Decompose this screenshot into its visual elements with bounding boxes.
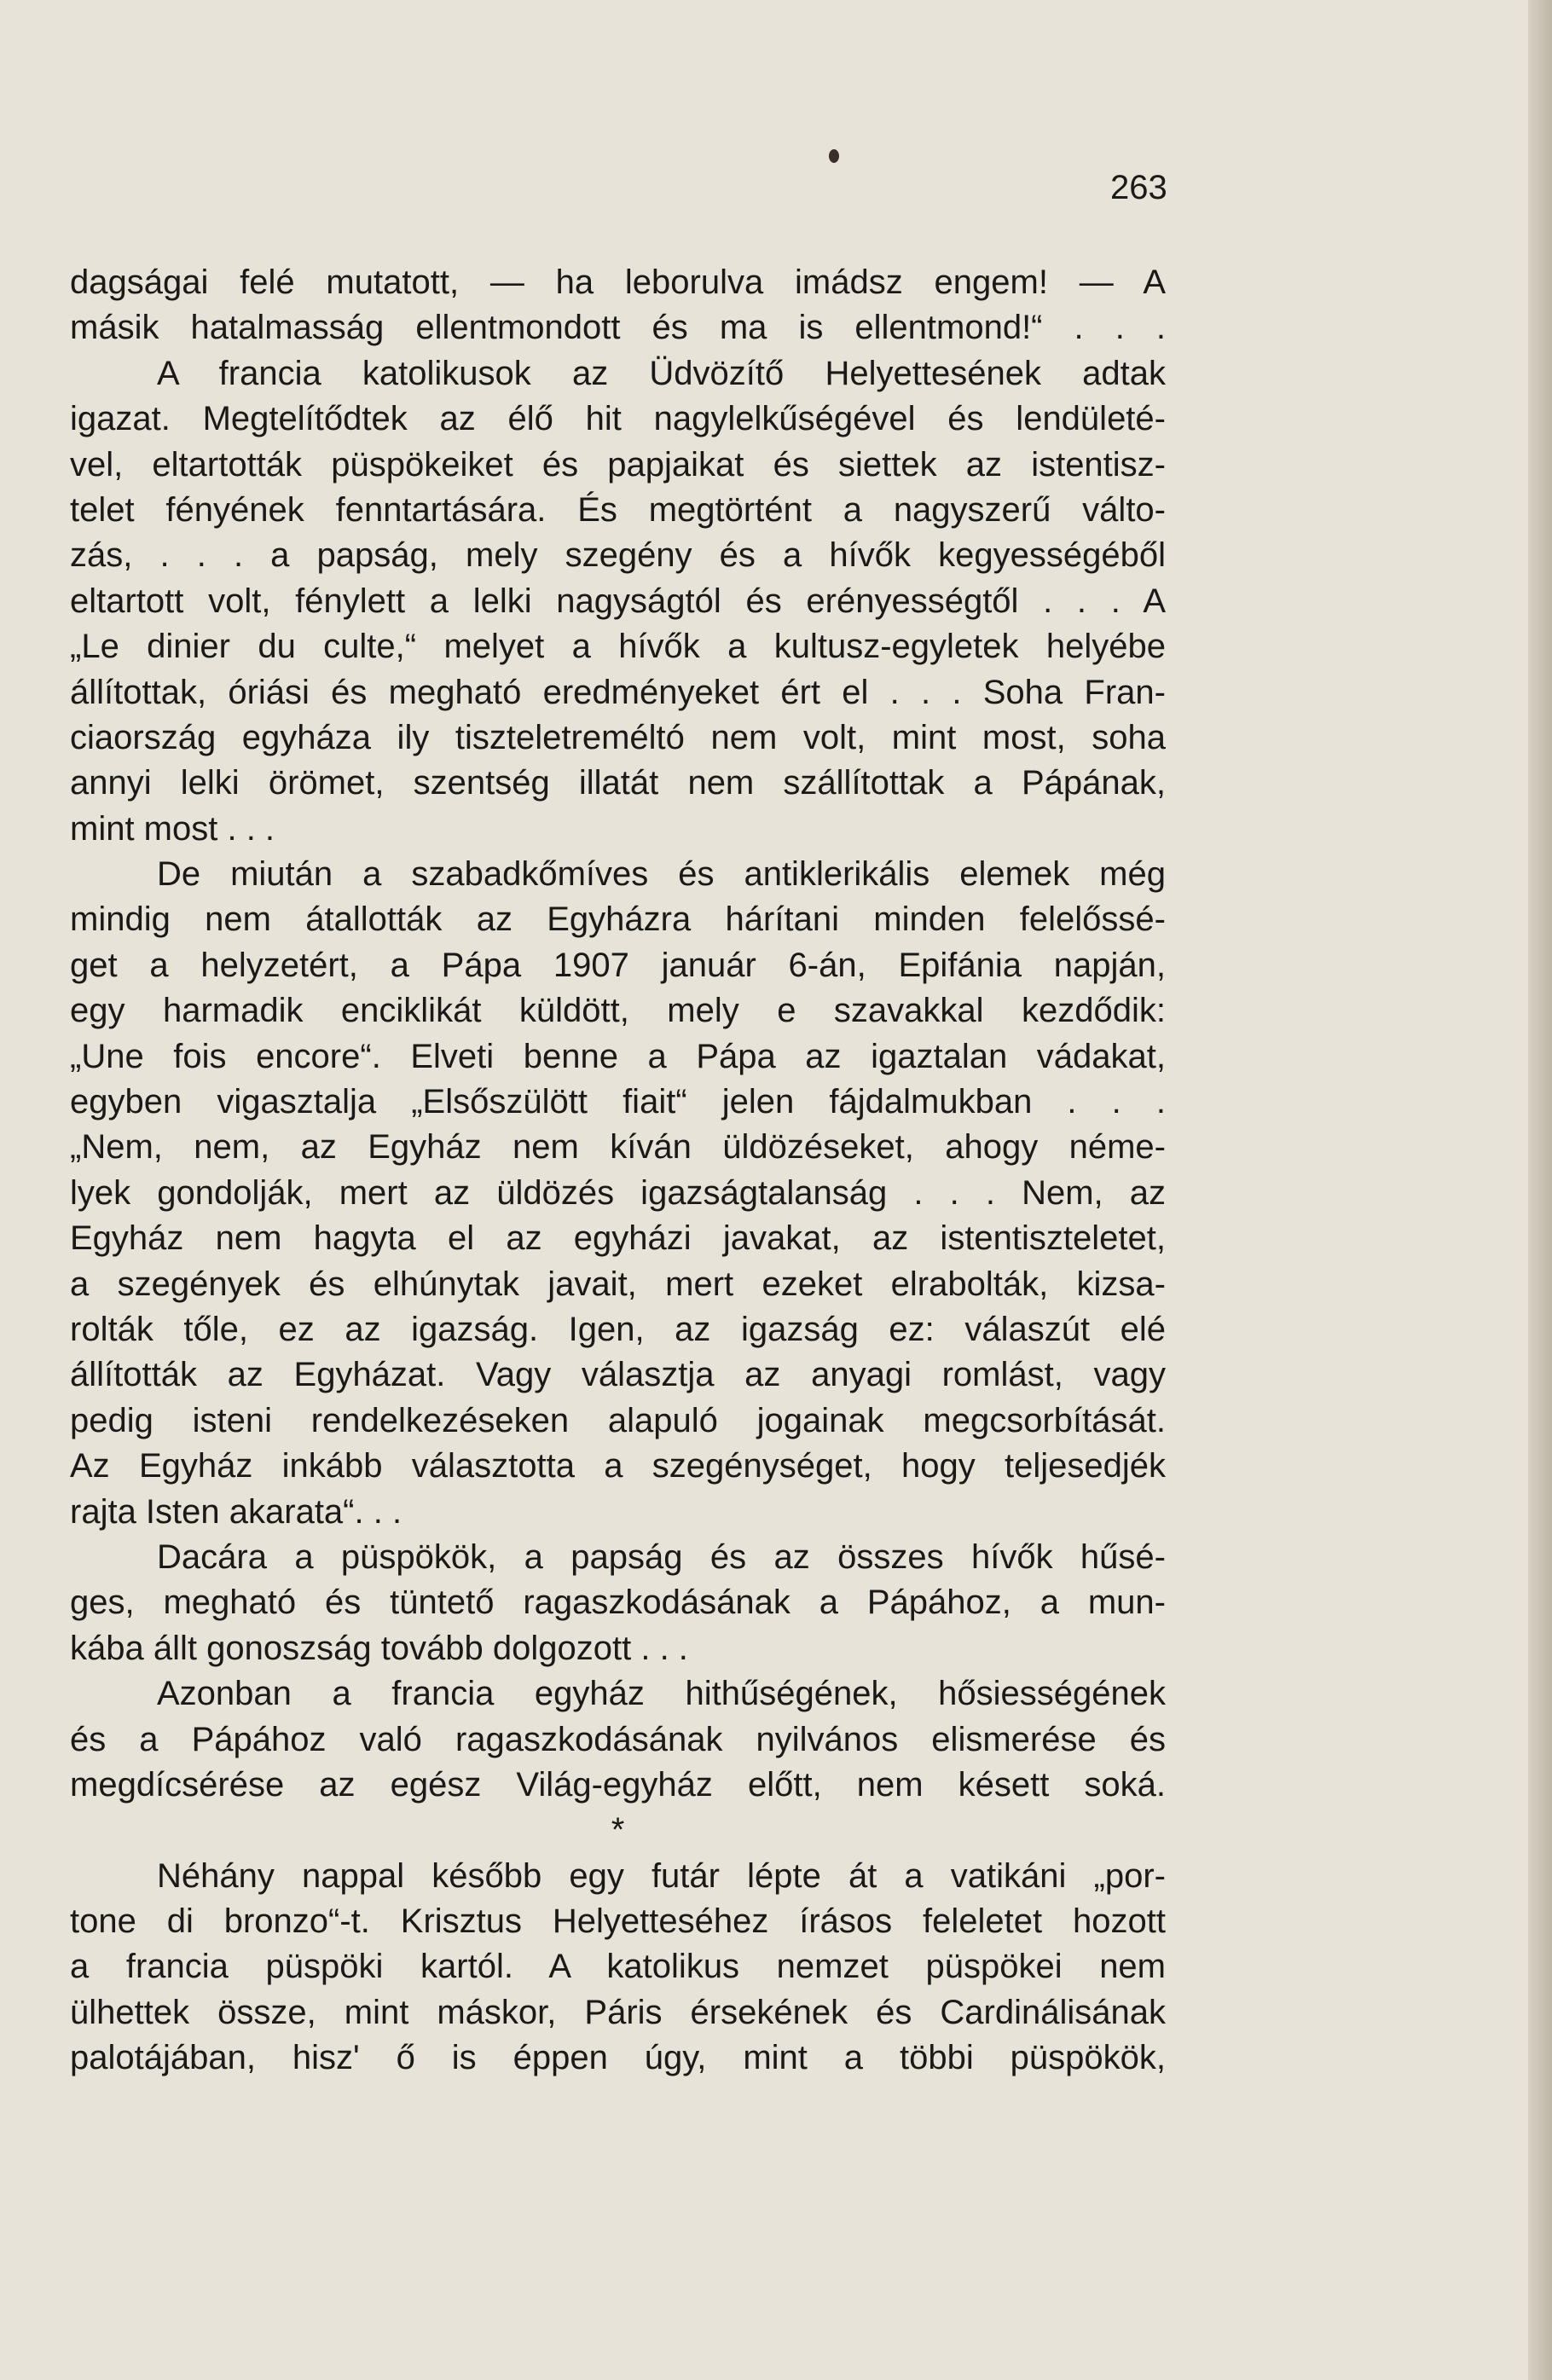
text-line: állították az Egyházat. Vagy választja az anyagi romlást, vagy [70, 1356, 1166, 1394]
text-line: Néhány nappal később egy futár lépte át a vatikáni „por- [157, 1856, 1166, 1895]
text-line: pedig isteni rendelkezéseken alapuló jogainak megcsorbítását. [70, 1401, 1166, 1439]
text-line: mint most . . . [70, 809, 275, 848]
text-line: rolták tőle, ez az igazság. Igen, az igazság ez: válaszút elé [70, 1310, 1166, 1348]
text-line: vel, eltartották püspökeiket és papjaikat és siettek az istentisz- [70, 445, 1166, 484]
text-line: a francia püspöki kartól. A katolikus nemzet püspökei nem [70, 1948, 1166, 1986]
text-line: Azonban a francia egyház hithűségének, hősiességének [157, 1675, 1166, 1713]
text-line: Egyház nem hagyta el az egyházi javakat, az istentiszteletet, [70, 1219, 1166, 1258]
text-line: mindig nem átallották az Egyházra hárítani minden felelőssé- [70, 900, 1166, 939]
text-line: ülhettek össze, mint máskor, Páris érsekének és Cardinálisának [70, 1993, 1166, 2031]
text-line: get a helyzetért, a Pápa 1907 január 6-án, Epifánia napján, [70, 946, 1166, 984]
section-separator-asterisk: * [611, 1811, 625, 1850]
text-line: zás, . . . a papság, mely szegény és a hívők kegyességéből [70, 536, 1166, 575]
ink-dot-mark [829, 149, 839, 163]
text-line: megdícsérése az egész Világ-egyház előtt, nem késett soká. [70, 1765, 1166, 1804]
text-line: egy harmadik enciklikát küldött, mely e szavakkal kezdődik: [70, 992, 1166, 1030]
text-line: eltartott volt, fénylett a lelki nagyságtól és erényességtől . . . A [70, 582, 1166, 620]
text-line: kába állt gonoszság tovább dolgozott . . . [70, 1629, 688, 1667]
text-line: rajta Isten akarata“. . . [70, 1492, 402, 1531]
text-line: dagságai felé mutatott, — ha leborulva imádsz engem! — A [70, 263, 1166, 301]
text-line: annyi lelki örömet, szentség illatát nem szállítottak a Pápának, [70, 764, 1166, 802]
text-line: a szegények és elhúnytak javait, mert ezeket elrabolták, kizsa- [70, 1265, 1166, 1303]
text-line: egyben vigasztalja „Elsőszülött fiait“ jelen fájdalmukban . . . [70, 1083, 1166, 1121]
body-text [70, 260, 1166, 2082]
text-line: „Le dinier du culte,“ melyet a hívők a kultusz-egyletek helyébe [70, 628, 1166, 666]
page-number: 263 [1110, 169, 1167, 206]
page-spine-edge [1528, 0, 1552, 2380]
text-line: ges, megható és tüntető ragaszkodásának a Pápához, a mun- [70, 1584, 1166, 1622]
text-line: „Une fois encore“. Elveti benne a Pápa az igaztalan vádakat, [70, 1037, 1166, 1075]
text-line: állítottak, óriási és megható eredményeket ért el . . . Soha Fran- [70, 673, 1166, 711]
text-line: tone di bronzo“-t. Krisztus Helyetteséhez írásos feleletet hozott [70, 1902, 1166, 1941]
text-line: Dacára a püspökök, a papság és az összes hívők hűsé- [157, 1537, 1166, 1576]
text-line: másik hatalmasság ellentmondott és ma is ellentmond!“ . . . [70, 309, 1166, 347]
text-line: palotájában, hisz' ő is éppen úgy, mint a többi püspökök, [70, 2039, 1166, 2077]
text-line: igazat. Megtelítődtek az élő hit nagylelkűségével és lendületé- [70, 400, 1166, 438]
text-line: és a Pápához való ragaszkodásának nyilvános elismerése és [70, 1720, 1166, 1758]
text-line: „Nem, nem, az Egyház nem kíván üldözéseket, ahogy néme- [70, 1128, 1166, 1167]
text-line: A francia katolikusok az Üdvözítő Helyettesének adtak [157, 354, 1166, 392]
text-line: lyek gondolják, mert az üldözés igazságtalanság . . . Nem, az [70, 1173, 1166, 1212]
text-line: ciaország egyháza ily tiszteletreméltó nem volt, mint most, soha [70, 718, 1166, 756]
text-line: telet fényének fenntartására. És megtörtént a nagyszerű válto- [70, 490, 1166, 529]
text-line: Az Egyház inkább választotta a szegénységet, hogy teljesedjék [70, 1447, 1166, 1485]
text-line: De miután a szabadkőmíves és antiklerikális elemek még [157, 855, 1166, 894]
